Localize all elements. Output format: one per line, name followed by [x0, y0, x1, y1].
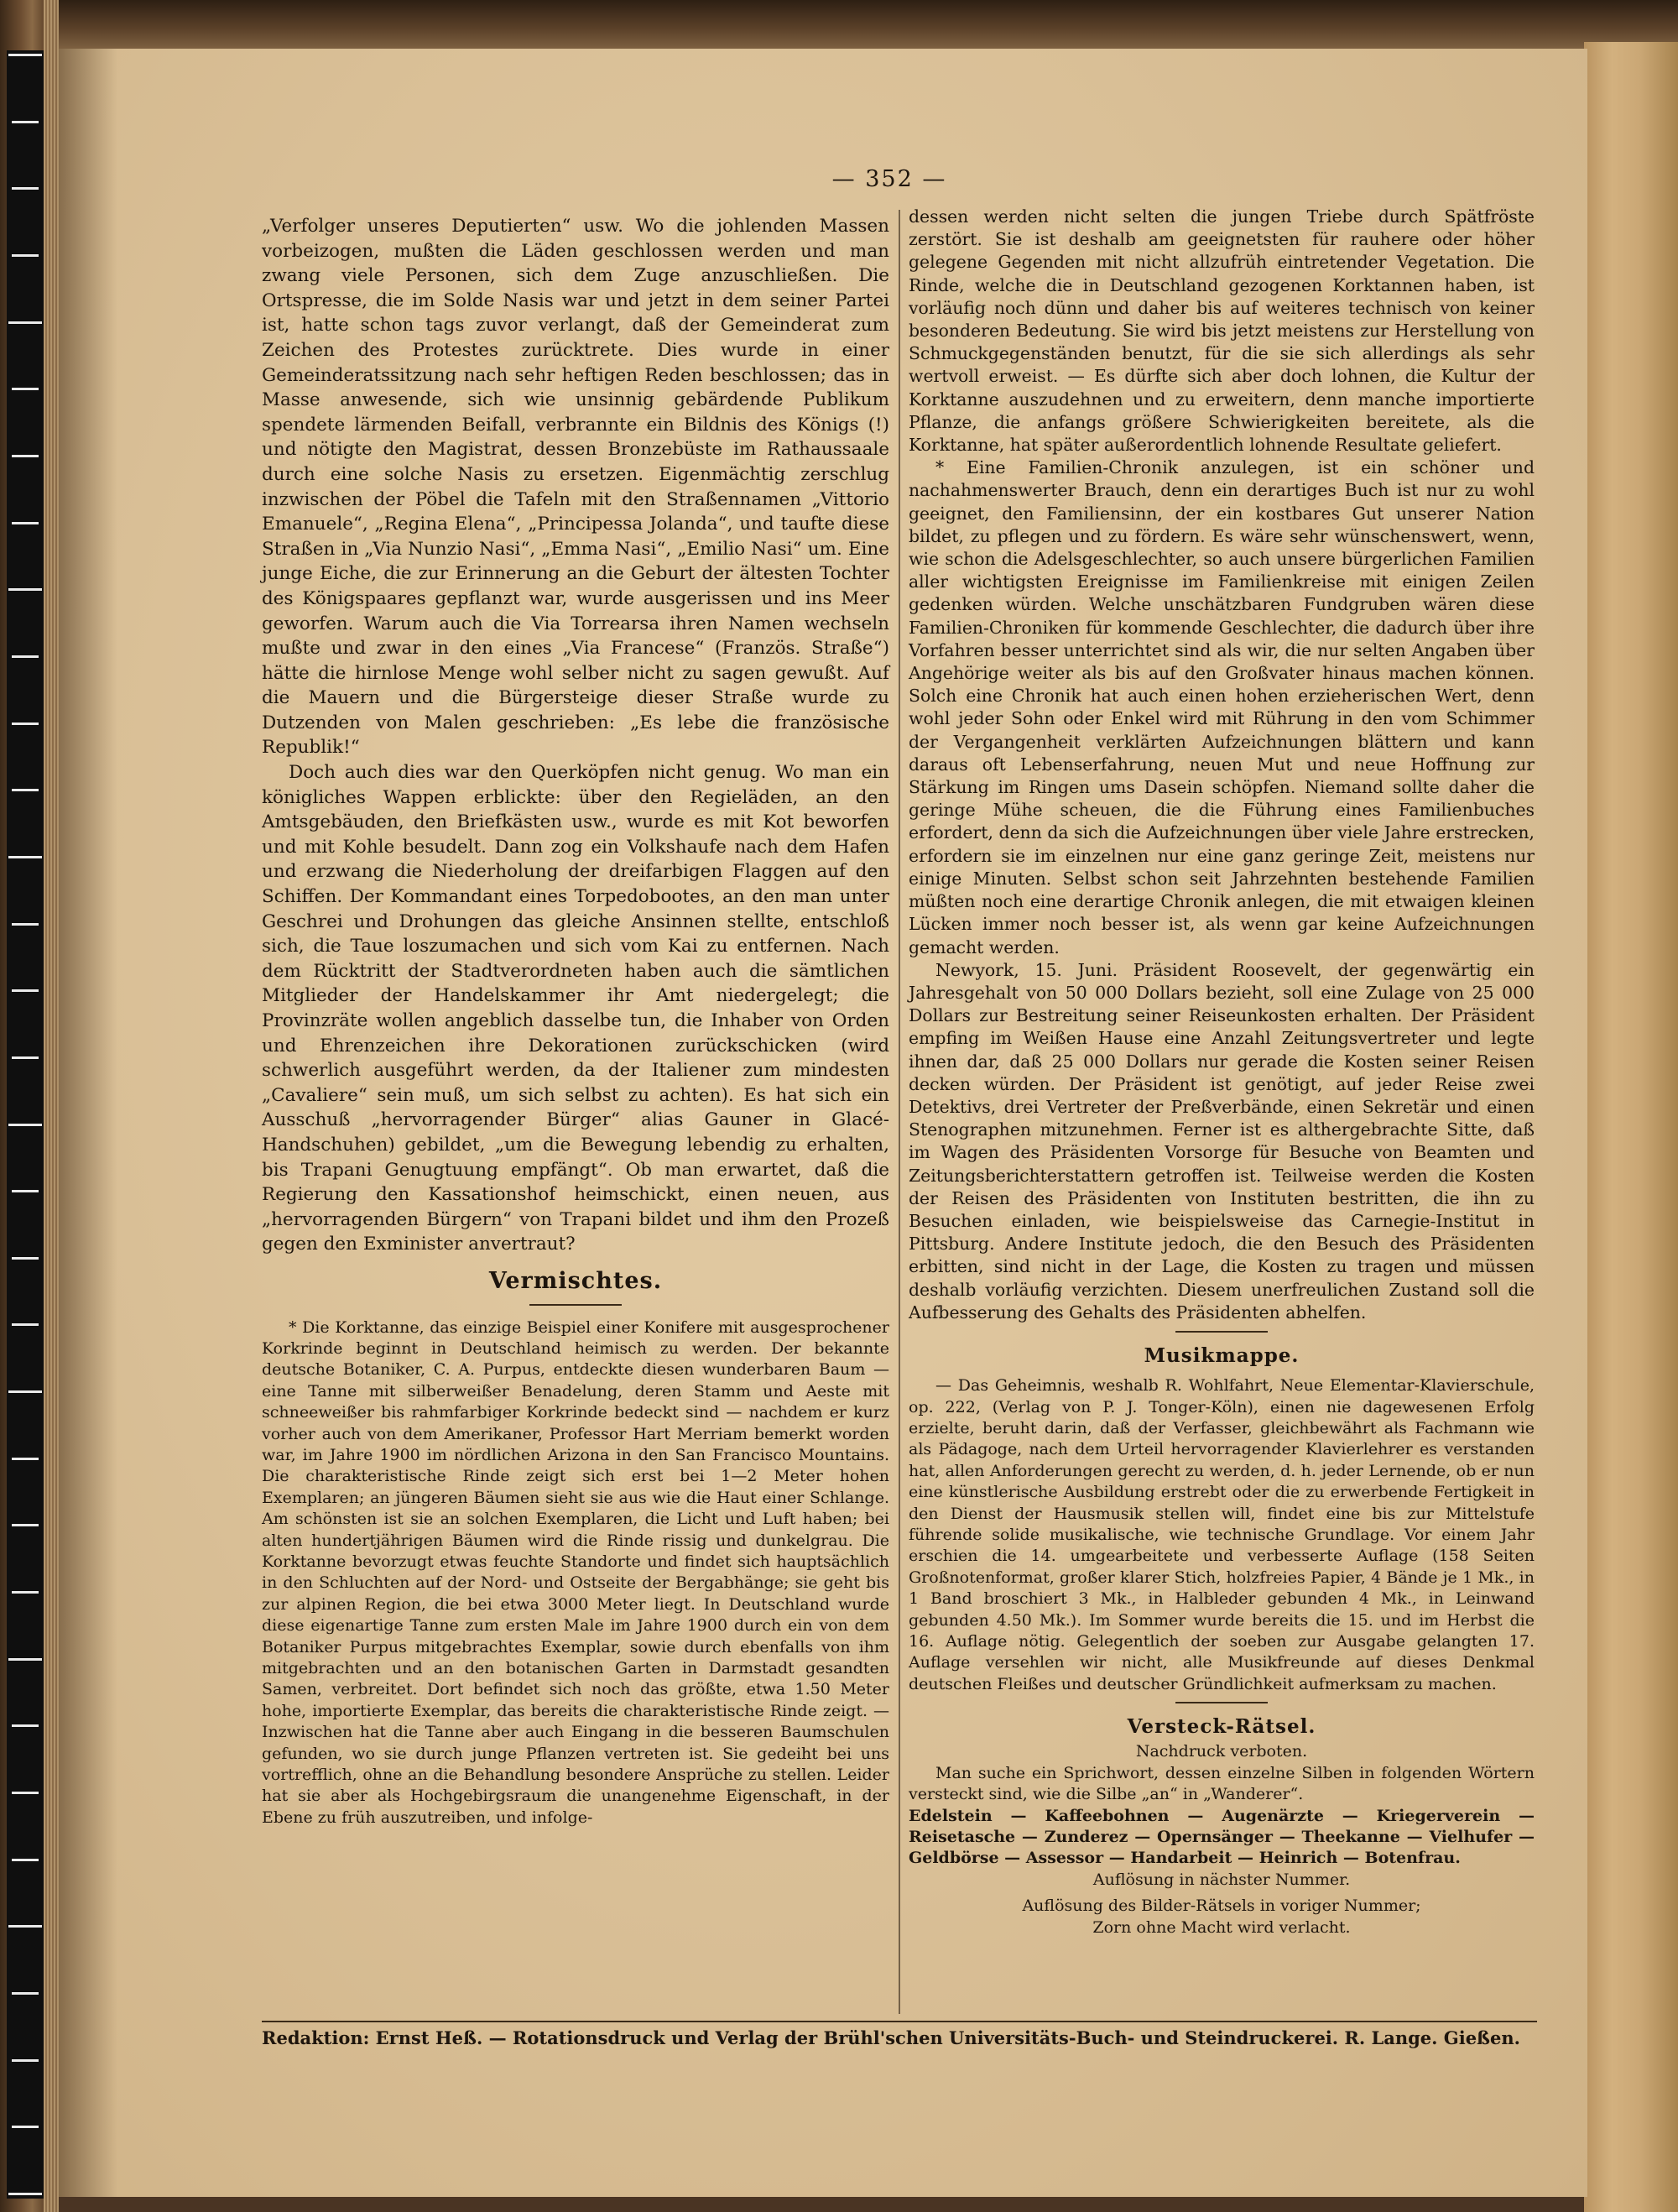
- footer-rule: [262, 2021, 1537, 2022]
- raetsel-words: Edelstein — Kaffeebohnen — Augenärzte — Kriegerverein — Reisetasche — Zunderez — Opernsänger — Theekanne — Vielhufer — Geldbörse — Assessor — Handarbeit — Heinrich — Botenfrau.: [909, 1806, 1535, 1868]
- bilder-raetsel-answer: Zorn ohne Macht wird verlacht.: [1092, 1917, 1351, 1937]
- raetsel-solution-note: Auflösung in nächster Nummer.: [1092, 1870, 1351, 1889]
- scan-ruler: [7, 50, 44, 2199]
- imprint-footer: Redaktion: Ernst Heß. — Rotationsdruck und Verlag der Brühl'schen Universitäts-Buch- und Steindruckerei. R. Lange. Gießen.: [262, 2027, 1520, 2048]
- column-divider: [899, 210, 900, 2014]
- raetsel-intro: Man suche ein Sprichwort, dessen einzelne Silben in folgenden Wörtern versteckt sind, wie die Silbe „an“ in „Wanderer“.: [909, 1763, 1535, 1804]
- section-rule: [529, 1304, 622, 1306]
- korktanne-continuation: dessen werden nicht selten die jungen Triebe durch Spätfröste zerstört. Sie ist deshalb am geeignetsten für rauhere oder höher gelegene Gegenden mit nicht allzufrüh eintretender Vegetation. Die Rinde, welche die in Deutschland gezogenen Korktannen haben, ist vorläufig noch dünn und daher bis auf weiteres technisch von keiner besonderen Bedeutung. Sie wird bis jetzt meistens zur Herstellung von Schmuckgegenständen benutzt, für die sie sich allerdings als sehr wertvoll erweist. — Es dürfte sich aber doch lohnen, die Kultur der Korktanne auszudehnen und zu erweitern, denn manche importierte Pflanze, die anfangs größere Schwierigkeiten bereitete, als die Korktanne, hat später außerordentlich lohnende Resultate geliefert.: [909, 206, 1535, 456]
- newyork-article: Newyork, 15. Juni. Präsident Roosevelt, der gegenwärtig ein Jahresgehalt von 50 000 Dollars bezieht, soll eine Zulage von 25 000 Dollars zur Bestreitung seiner Reiseunkosten erhalten. Der Präsident empfing im Weißen Hause eine Anzahl Zeitungsvertreter und legte ihnen dar, daß 25 000 Dollars nur gerade die Kosten seiner Reisen decken würden. Der Präsident ist genötigt, auf jeder Reise zwei Detektivs, drei Vertreter der Preßverbände, einen Sekretär und einen Stenographen mitzunehmen. Ferner ist es althergebrachte Sitte, daß im Wagen des Präsidenten Vorsorge für Besuche von Beamten und Zeitungsberichterstattern getroffen ist. Teilweise werden die Kosten der Reisen des Präsidenten von Instituten bestritten, die ihn zu Besuchen einladen, wie beispielsweise das Carnegie-Institut in Pittsburg. Andere Institute jedoch, die den Besuch des Präsidenten erbitten, sind nicht in der Lage, die Kosten zu tragen und müssen deshalb vorläufig verzichten. Diesem unerfreulichen Zustand soll die Aufbesserung des Gehalts des Präsidenten abhelfen.: [909, 959, 1535, 1323]
- binding-shadow: [59, 49, 117, 2197]
- book-top-edge: [0, 0, 1678, 49]
- section-rule: [1175, 1331, 1268, 1333]
- vermischtes-heading: Vermischtes.: [488, 1267, 663, 1294]
- page-number: — 352 —: [831, 166, 947, 192]
- korktanne-article: * Die Korktanne, das einzige Beispiel einer Konifere mit ausgesprochener Korkrinde beginnt in Deutschland heimisch zu werden. Der bekannte deutsche Botaniker, C. A. Purpus, entdeckte diesen wunderbaren Baum — eine Tanne mit silberweißer Benadelung, deren Stamm und Aeste mit schneeweißer bis rahmfarbiger Korkrinde bedeckt sind — nachdem er kurz vorher auch von dem Amerikaner, Professor Hart Merriam bemerkt worden war, im Jahre 1900 im nördlichen Arizona in den San Francisco Mountains. Die charakteristische Rinde zeigt sich erst bei 1—2 Meter hohen Exemplaren; an jüngeren Bäumen sieht sie aus wie die Haut einer Schlange. Am schönsten ist sie an solchen Exemplaren, die Licht und Luft haben; bei alten hundertjährigen Bäumen wird die Rinde rissig und dunkelgrau. Die Korktanne bevorzugt etwas feuchte Standorte und findet sich hauptsächlich in den Schluchten auf der Nord- und Ostseite der Bergabhänge; sie geht bis zur alpinen Region, die bei etwa 3000 Meter liegt. In Deutschland wurde diese eigenartige Tanne zum ersten Male im Jahre 1900 durch ein von dem Botaniker Purpus mitgebrachtes Exemplar, sowie durch ebenfalls von ihm mitgebrachten und an den botanischen Garten in Darmstadt gesandten Samen, verbreitet. Dort befindet sich noch das größte, etwa 1.50 Meter hohe, importierte Exemplar, das bereits die charakteristische Rinde zeigt. — Inzwischen hat die Tanne aber auch Eingang in die besseren Baumschulen gefunden, wo sie durch junge Pflanzen vertreten ist. Sie gedeiht bei uns vortrefflich, ohne an die Behandlung besondere Ansprüche zu stellen. Leider hat sie aber als Hochgebirgsraum die unangenehme Eigenschaft, in der Ebene zu früh auszutreiben, und infolge-: [262, 1317, 889, 1827]
- musikmappe-article: — Das Geheimnis, weshalb R. Wohlfahrt, Neue Elementar-Klavierschule, op. 222, (Verlag von P. J. Tonger-Köln), einen nie dagewesenen Erfolg erzielte, beruht darin, daß der Verfasser, gleichbewährt als Fachmann wie als Pädagoge, nach dem Urteil hervorragender Klavierlehrer es verstanden hat, allen Anforderungen gerecht zu werden, d. h. jeder Lernende, ob er nun eine künstlerische Ausbildung erstrebt oder die zu erwerbende Fertigkeit in den Dienst der Hausmusik stellen will, findet eine bis zur Mittelstufe führende solide musikalische, wie technische Grundlage. Vor einem Jahr erschien die 14. umgearbeitete und verbesserte Auflage (158 Seiten Großnotenformat, großer klarer Stich, holzfreies Papier, 4 Bände je 1 Mk., in 1 Band broschiert 3 Mk., in Halbleder gebunden 4 Mk., in Leinwand gebunden 4.50 Mk.). Im Sommer wurde bereits die 15. und im Herbst die 16. Auflage nötig. Gelegentlich der soeben zur Ausgabe gelangten 17. Auflage versehlen wir nicht, alle Musikfreunde auf dieses Denkmal deutschen Fleißes und deutscher Gründlichkeit aufmerksam zu machen.: [909, 1376, 1535, 1693]
- section-rule: [1175, 1702, 1268, 1703]
- bilder-raetsel-label: Auflösung des Bilder-Rätsels in voriger Nummer;: [1022, 1896, 1421, 1916]
- left-column: [262, 214, 889, 1829]
- raetsel-heading: Versteck-Rätsel.: [1127, 1715, 1316, 1739]
- next-page-edge: [1584, 42, 1678, 2212]
- musikmappe-heading: Musikmappe.: [1144, 1343, 1300, 1367]
- raetsel-note: Nachdruck verboten.: [1135, 1742, 1308, 1761]
- right-column: [909, 206, 1535, 1938]
- article-paragraph: „Verfolger unseres Deputierten“ usw. Wo die johlenden Massen vorbeizogen, mußten die Läden geschlossen werden und man zwang viele Personen, sich dem Zuge anzuschließen. Die Ortspresse, die im Solde Nasis war und jetzt in dem seiner Partei ist, hatte schon tags zuvor verlangt, daß der Gemeinderat zum Zeichen des Protestes zurücktrete. Dies wurde in einer Gemeinderatssitzung nach sehr heftigen Reden beschlossen; das in Masse anwesende, sich wie unsinnig gebärdende Publikum spendete lärmenden Beifall, verbrannte ein Bildnis des Königs (!) und nötigte den Magistrat, dessen Bronzebüste im Rathaussaale durch eine solche Nasis zu ersetzen. Eigenmächtig zerschlug inzwischen der Pöbel die Tafeln mit den Straßennamen „Vittorio Emanuele“, „Regina Elena“, „Principessa Jolanda“, und taufte diese Straßen in „Via Nunzio Nasi“, „Emma Nasi“, „Emilio Nasi“ um. Eine junge Eiche, die zur Erinnerung an die Geburt der ältesten Tochter des Königspaares gepflanzt war, wurde ausgerissen und ins Meer geworfen. Warum auch die Via Torrearsa ihren Namen wechseln mußte und zwar in den eines „Via Francese“ (Französ. Straße“) hätte die hirnlose Menge wohl selber nicht zu sagen gewußt. Auf die Mauern und die Bürgersteige dieser Straße wurde zu Dutzenden von Malen geschrieben: „Es lebe die französische Republik!“: [262, 216, 889, 759]
- article-paragraph: Doch auch dies war den Querköpfen nicht genug. Wo man ein königliches Wappen erblickte: über den Regieläden, an den Amtsgebäuden, den Briefkästen usw., wurde es mit Kot beworfen und mit Kohle besudelt. Dann zog ein Volkshaufe nach dem Hafen und erzwang die Niederholung der dreifarbigen Flaggen auf den Schiffen. Der Kommandant eines Torpedobootes, an den man unter Geschrei und Drohungen das gleiche Ansinnen stellte, entschloß sich, die Taue loszumachen und sich vom Kai zu entfernen. Nach dem Rücktritt der Stadtverordneten haben auch die sämtlichen Mitglieder der Handelskammer ihr Amt niedergelegt; die Provinzräte wollen angeblich dasselbe tun, die Inhaber von Orden und Ehrenzeichen ihre Dekorationen zurückschicken (wird schwerlich ausgeführt werden, da der Italiener zum mindesten „Cavaliere“ sein muß, um sich selbst zu achten). Es hat sich ein Ausschuß „hervorragender Bürger“ alias Gauner in Glacé-Handschuhen) gebildet, „um die Bewegung lebendig zu erhalten, bis Trapani Genugtuung empfängt“. Ob man erwartet, daß die Regierung den Kassationshof heimschickt, einen neuen, aus „hervorragenden Bürgern“ von Trapani bildet und ihm den Prozeß gegen den Exminister anvertraut?: [262, 762, 889, 1255]
- familien-chronik-article: * Eine Familien-Chronik anzulegen, ist ein schöner und nachahmenswerter Brauch, denn ein derartiges Buch ist nur zu wohl geeignet, den Familiensinn, der ein kostbares Gut unserer Nation bildet, zu pflegen und zu fördern. Es wäre sehr wünschenswert, wenn, wie schon die Adelsgeschlechter, so auch unsere bürgerlichen Familien aller wichtigsten Ereignisse im Familienkreise mit einigen Zeilen gedenken würden. Welche unschätzbaren Fundgruben wären diese Familien-Chroniken für kommende Geschlechter, die dadurch über ihre Vorfahren besser unterrichtet sind als wir, die nur selten Angaben über Angehörige weiter als bis auf den Großvater hinaus machen können. Solch eine Chronik hat auch einen hohen erzieherischen Wert, denn wohl jeder Sohn oder Enkel wird mit Rührung in den vom Schimmer der Vergangenheit verklärten Aufzeichnungen blättern und kann daraus oft Lebenserfahrung, neuen Mut und neue Hoffnung zur Stärkung im Ringen ums Dasein schöpfen. Niemand sollte daher die geringe Mühe scheuen, die die Führung eines Familienbuches erfordert, denn da sich die Aufzeichnungen über viele Jahre erstrecken, erfordern sie im einzelnen nur eine ganz geringe Zeit, meistens nur einige Minuten. Selbst schon seit Jahrzehnten bestehende Familien müßten noch eine derartige Chronik anlegen, die mit etwaigen kleinen Lücken immer noch besser ist, als wenn gar keine Aufzeichnungen gemacht werden.: [909, 457, 1535, 957]
